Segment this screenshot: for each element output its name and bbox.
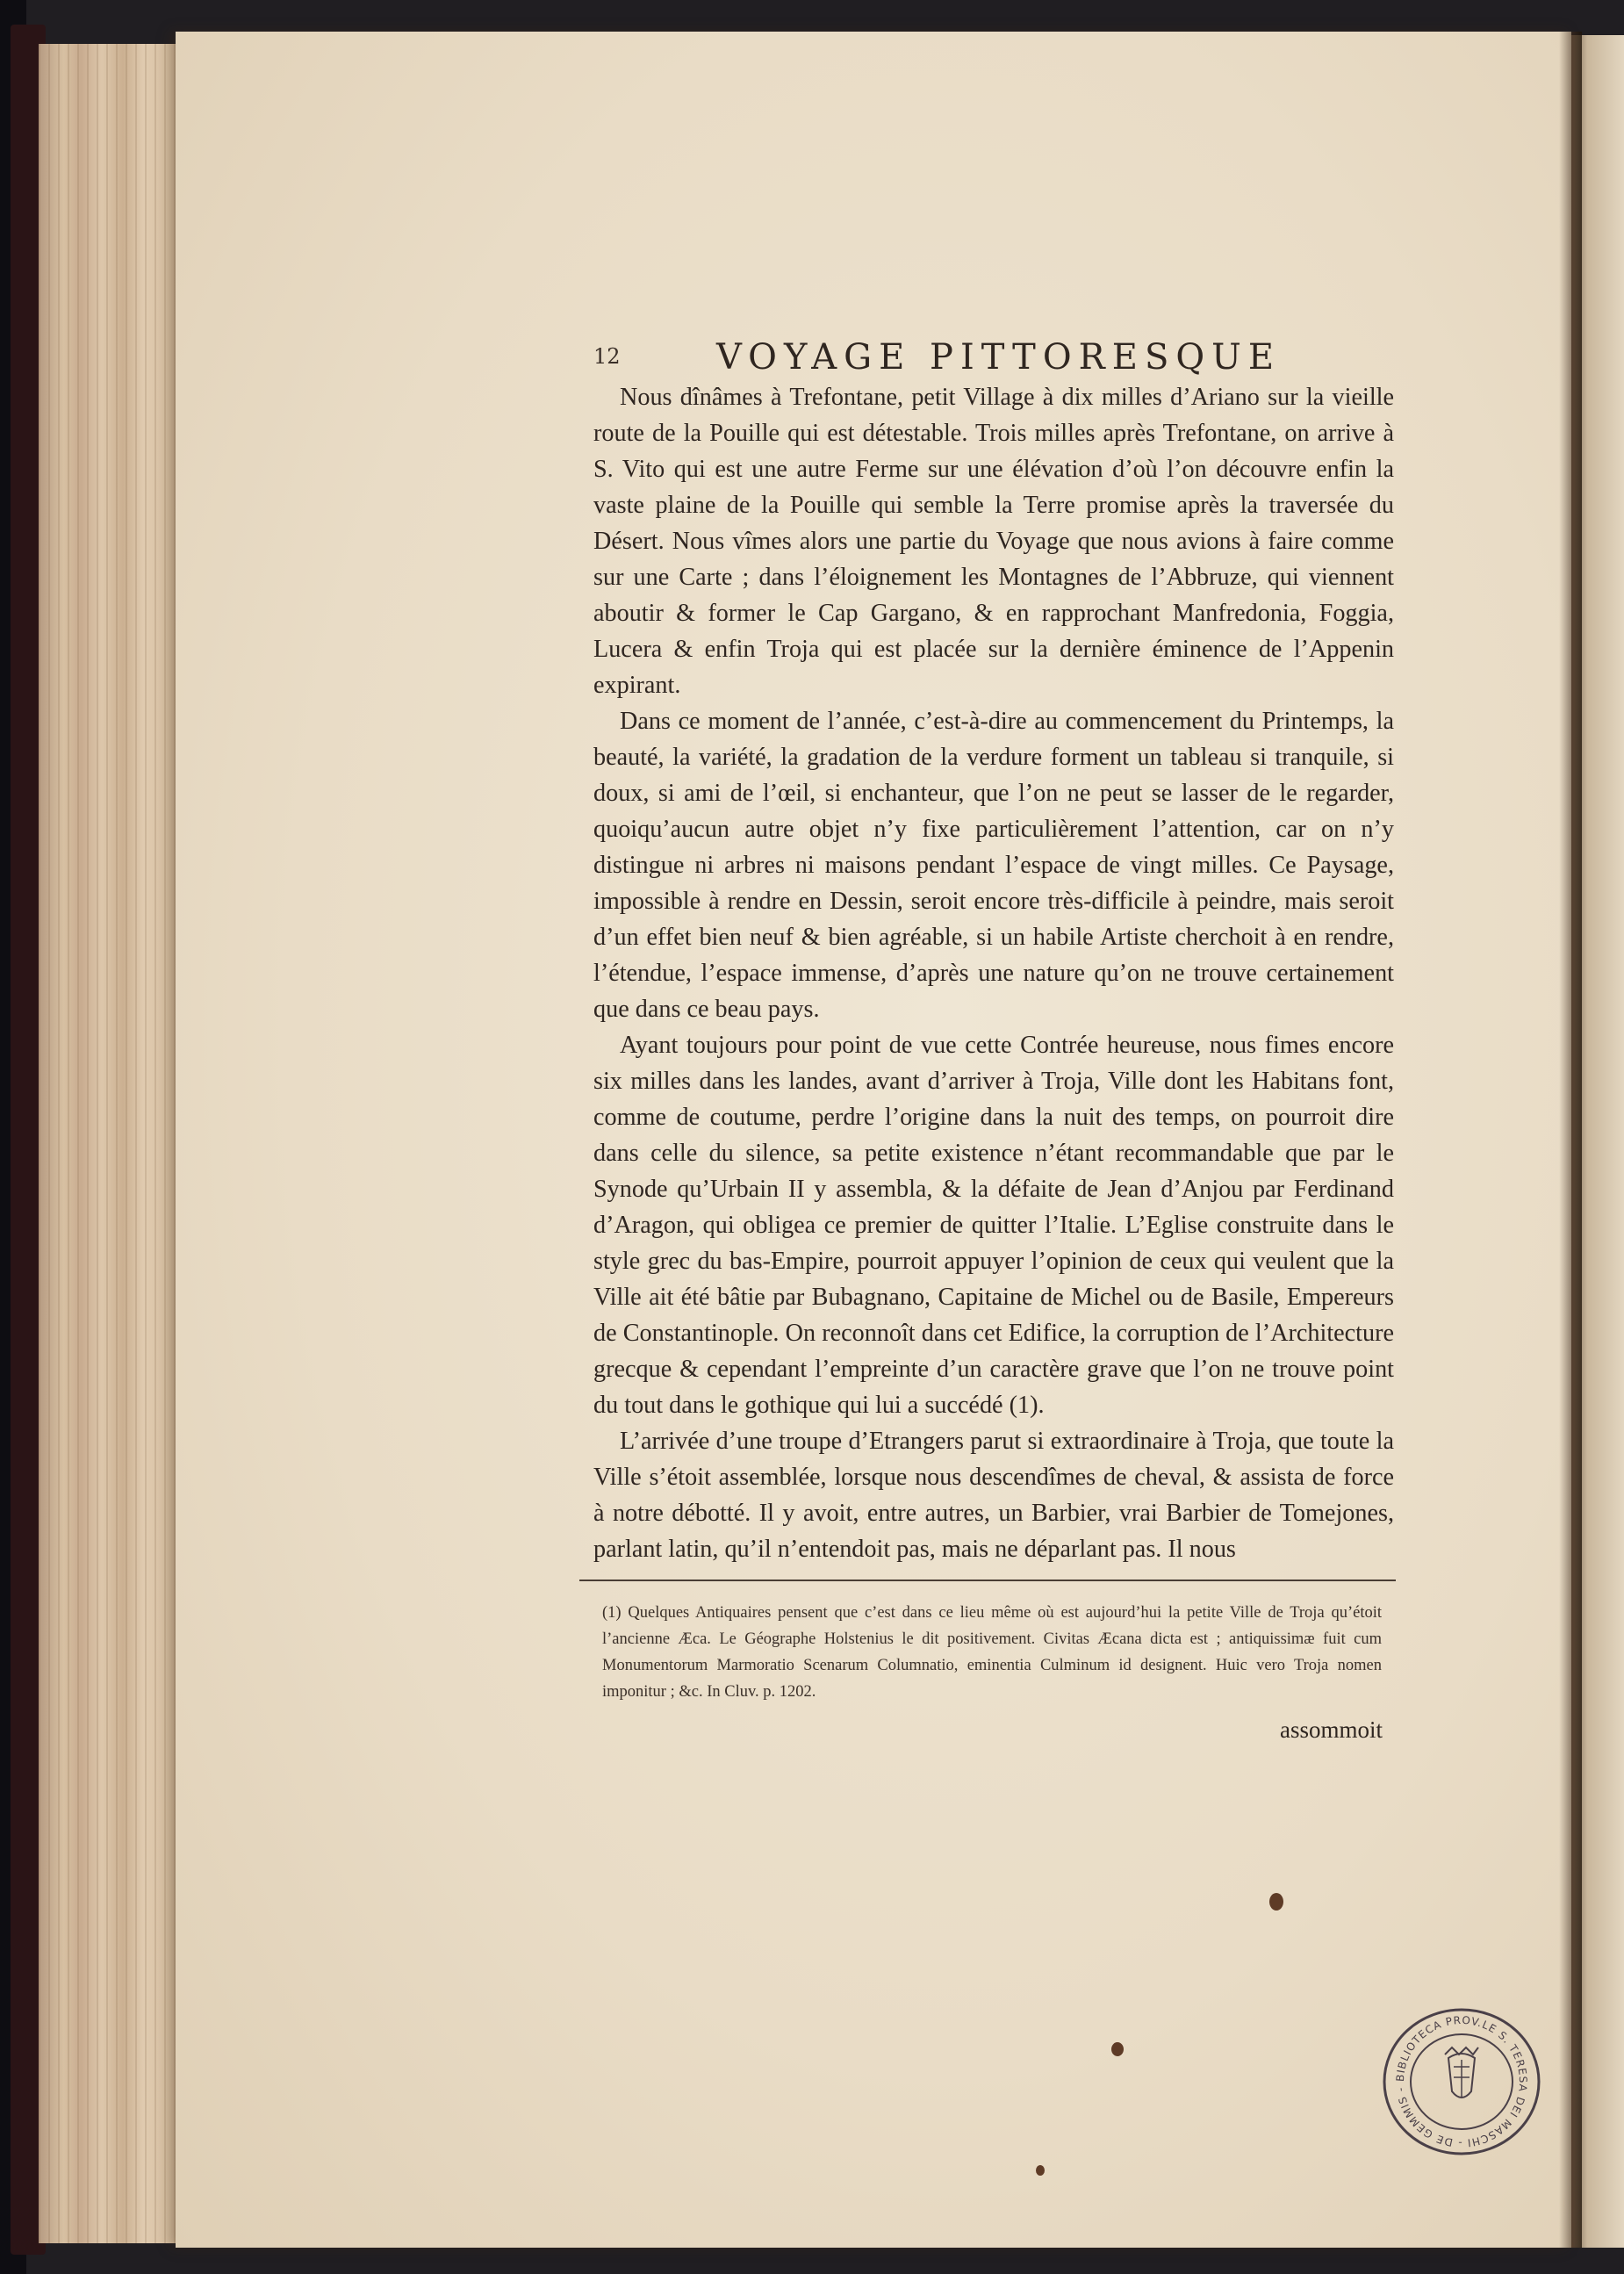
foxing-spot xyxy=(1036,2165,1045,2176)
catchword: assommoit xyxy=(1280,1716,1383,1743)
paragraph-2: Dans ce moment de l’année, c’est-à-dire au commencement du Printemps, la beauté, la variété, la gradation de la verdure forment un tableau si tranquile, si doux, si ami de l’œil, si enchanteur, que l’on ne peut se lasser de le regarder, quoiqu’aucun autre objet n’y fixe particulièrement l’attention, car on n’y distingue ni arbres ni maisons pendant l’espace de vingt milles. Ce Paysage, impossible à rendre en Dessin, seroit encore très-difficile à peindre, mais seroit d’un effet bien neuf & bien agréable, si un habile Artiste cherchoit à en rendre, l’étendue, l’espace immense, d’après une nature qu’on ne trouve certainement que dans ce beau pays. xyxy=(593,708,1394,1023)
library-stamp-icon xyxy=(1380,2005,1543,2158)
paragraph-1: Nous dînâmes à Trefontane, petit Village à dix milles d’Ariano sur la vieille route de la Pouille qui est détestable. Trois milles après Trefontane, on arrive à S. Vito qui est une autre Ferme sur une élévation d’où l’on découvre enfin la vaste plaine de la Pouille qui semble la Terre promise après la traversée du Désert. Nous vîmes alors une partie du Voyage que nous avions à faire comme sur une Carte ; dans l’éloignement les Montagnes de l’Abbruze, qui viennent aboutir & former le Cap Gargano, & en rapprochant Manfredonia, Foggia, Lucera & enfin Troja qui est placée sur la dernière éminence de l’Appenin expirant. xyxy=(593,384,1394,699)
footnote-rule xyxy=(579,1580,1396,1581)
page-gutter-shadow xyxy=(1559,32,1582,2248)
foxing-spot xyxy=(1269,1893,1283,1911)
page-number: 12 xyxy=(593,344,621,369)
footnote: (1) Quelques Antiquaires pensent que c’est dans ce lieu même où est aujourd’hui la petite Ville de Troja qu’étoit l’ancienne Æca. Le Géographe Holstenius le dit positivement. Civitas Æcana dicta est ; antiquissimæ fuit cum Monumentorum Marmoratio Scenarum Columnatio, eminentia Culminum id designent. Huic vero Troja nomen imponitur ; &c. In Cluv. p. 1202. xyxy=(602,1604,1382,1701)
running-title: VOYAGE PITTORESQUE xyxy=(716,337,1282,378)
body-text xyxy=(593,379,1394,1567)
paragraph-4: L’arrivée d’une troupe d’Etrangers parut si extraordinaire à Troja, que toute la Ville s’étoit assemblée, lorsque nous descendîmes de cheval, & assista de force à notre débotté. Il y avoit, entre autres, un Barbier, vrai Barbier de Tomejones, parlant latin, qu’il n’entendoit pas, mais ne déparlant pas. Il nous xyxy=(593,1428,1394,1563)
paragraph-3: Ayant toujours pour point de vue cette Contrée heureuse, nous fimes encore six milles dans les landes, avant d’arriver à Troja, Ville dont les Habitans font, comme de coutume, perdre l’origine dans la nuit des temps, on pourroit dire dans celle du silence, sa petite existence n’étant recommandable que par le Synode qu’Urbain II y assembla, & la défaite de Jean d’Anjou par Ferdinand d’Aragon, qui obligea ce premier de quitter l’Italie. L’Eglise construite dans le style grec du bas-Empire, pourroit appuyer l’opinion de ceux qui veulent que la Ville ait été bâtie par Bubagnano, Capitaine de Michel ou de Basile, Empereurs de Constantinople. On reconnoît dans cet Edifice, la corruption de l’Architecture grecque & cependant l’empreinte d’un caractère grave que l’on ne trouve point du tout dans le gothique qui lui a succédé (1). xyxy=(593,1032,1394,1419)
foxing-spot xyxy=(1111,2042,1124,2056)
stamp-text: BIBLIOTECA PROV.LE S. TERESA DEI MASCHI - DE GEMMIS - xyxy=(1393,2013,1530,2150)
page-stack-lines xyxy=(39,44,179,2243)
